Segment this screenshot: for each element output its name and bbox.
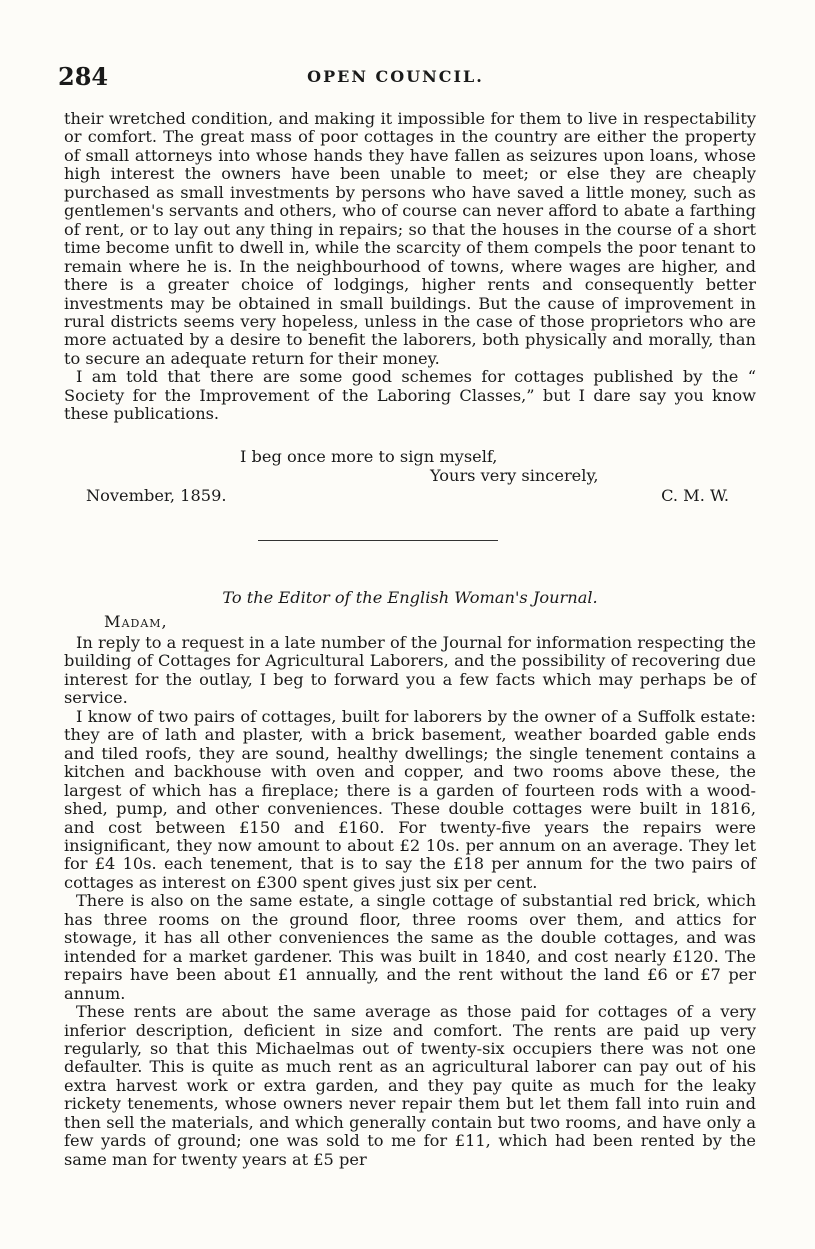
letter-one-body	[64, 110, 756, 424]
signature-initials: C. M. W.	[661, 486, 729, 505]
paragraph: In reply to a request in a late number of the Journal for information respecting the building of Cottages for Agricultural Laborers, and the possibility of recovering due interest for the outlay, I beg to forward you a few facts which may perhaps be of service.	[64, 633, 756, 708]
paragraph: There is also on the same estate, a single cottage of substantial red brick, which has three rooms on the ground floor, three rooms over them, and attics for stowage, it has all other conveniences the same as the double cottages, and was intended for a market gardener. This was built in 1840, and cost nearly £120. The repairs have been about £1 annually, and the rent without the land £6 or £7 per annum.	[64, 891, 756, 1003]
closing-line: I beg once more to sign myself,	[240, 447, 498, 466]
page-header	[58, 62, 733, 94]
letter-address: To the Editor of the English Woman's Journal.	[222, 588, 598, 607]
running-title: OPEN COUNCIL.	[307, 67, 484, 86]
letter-date: November, 1859.	[86, 486, 227, 505]
valediction: Yours very sincerely,	[430, 466, 599, 485]
paragraph: their wretched condition, and making it impossible for them to live in respectability or comfort. The great mass of poor cottages in the country are either the property of small attorneys into whose hands they have fallen as seizures upon loans, whose high interest the owners have been unable to meet; or else they are cheaply purchased as small investments by persons who have saved a little money, such as gentlemen's servants and others, who of course can never afford to abate a farthing of rent, or to lay out any thing in repairs; so that the houses in the course of a short time become unfit to dwell in, while the scarcity of them compels the poor tenant to remain where he is. In the neighbourhood of towns, where wages are higher, and there is a greater choice of lodgings, higher rents and consequently better investments may be obtained in small buildings. But the cause of improvement in rural districts seems very hopeless, unless in the case of those proprietors who are more actuated by a desire to benefit the laborers, both physically and morally, than to secure an adequate return for their money.	[64, 109, 756, 368]
salutation: Madam,	[104, 612, 168, 631]
page-number: 284	[58, 62, 109, 91]
letter-two-body	[64, 634, 756, 1169]
section-divider	[258, 540, 498, 541]
paragraph: I am told that there are some good schemes for cottages published by the “ Society for the Improvement of the Laboring Classes,” but I dare say you know these publications.	[64, 367, 756, 424]
paragraph: I know of two pairs of cottages, built for laborers by the owner of a Suffolk estate: they are of lath and plaster, with a brick basement, weather boarded gable ends and tiled roofs, they are sound, healthy dwellings; the single tenement contains a kitchen and backhouse with oven and copper, and two rooms above these, the largest of which has a fireplace; there is a garden of fourteen rods with a wood-shed, pump, and other conveniences. These double cottages were built in 1816, and cost between £150 and £160. For twenty-five years the repairs were insignificant, they now amount to about £2 10s. per annum on an average. They let for £4 10s. each tenement, that is to say the £18 per annum for the two pairs of cottages as interest on £300 spent gives just six per cent.	[64, 706, 756, 892]
paragraph: These rents are about the same average as those paid for cottages of a very inferior description, deficient in size and comfort. The rents are paid up very regularly, so that this Michaelmas out of twenty-six occupiers there was not one defaulter. This is quite as much rent as an agricultural laborer can pay out of his extra harvest work or extra garden, and they pay quite as much for the leaky rickety tenements, whose owners never repair them but let them fall into ruin and then sell the materials, and which generally contain but two rooms, and have only a few yards of ground; one was sold to me for £11, which had been rented by the same man for twenty years at £5 per	[64, 1002, 756, 1169]
